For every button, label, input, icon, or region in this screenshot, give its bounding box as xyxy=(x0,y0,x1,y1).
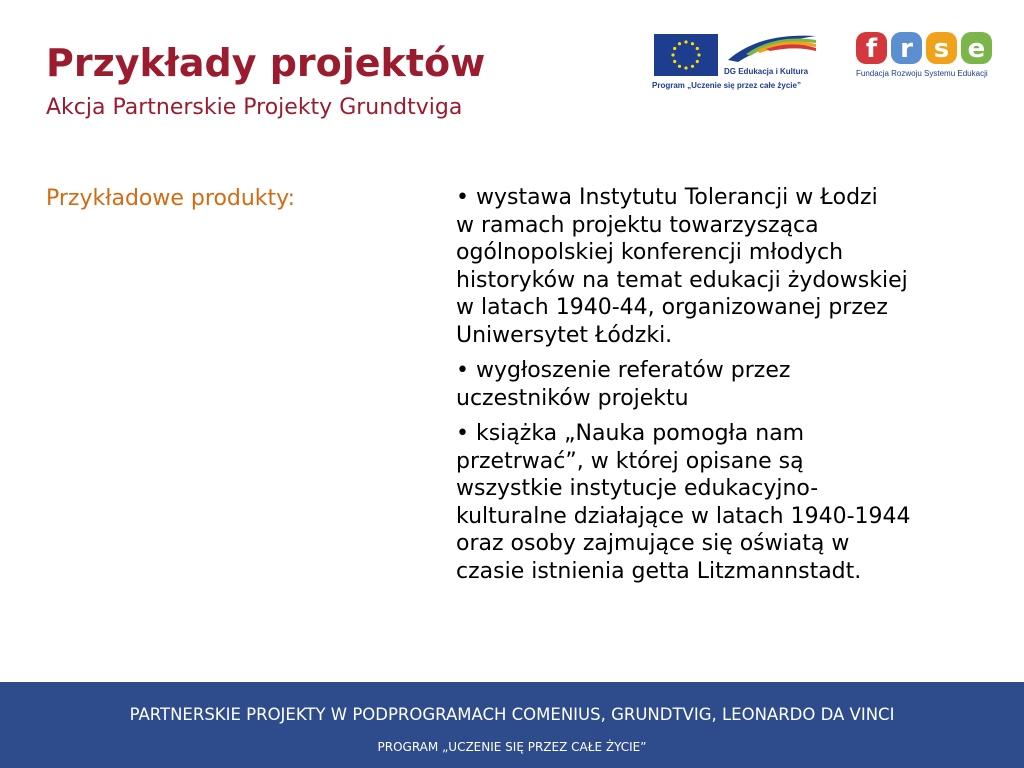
footer-bar xyxy=(0,682,1024,768)
programme-label: Program „Uczenie się przez całe życie” xyxy=(652,81,801,90)
footer-title: PARTNERSKIE PROJEKTY W PODPROGRAMACH COMENIUS, GRUNDTVIG, LEONARDO DA VINCI xyxy=(129,705,895,724)
slide-subtitle: Akcja Partnerskie Projekty Grundtviga xyxy=(46,95,463,120)
frse-letter-r: r xyxy=(900,34,913,64)
bullet-item: • wystawa Instytutu Tolerancji w Łodzi w ramach projektu towarzysząca ogólnopolskiej konferencji młodych historyków na temat edukacji żydowskiej w latach 1940-44, organizowanej przez Uniwersytet Łódzki. xyxy=(456,185,908,348)
frse-letter-s: s xyxy=(933,34,950,64)
dg-label: DG Edukacja i Kultura xyxy=(724,67,809,76)
logo-bar xyxy=(654,30,994,100)
dg-swoosh-icon xyxy=(726,30,818,64)
bullet-item: • książka „Nauka pomogła nam przetrwać”, w której opisane są wszystkie instytucje edukacyjno- kulturalne działające w latach 1940-1944 oraz osoby zajmujące się oświatą w czasie istnienia getta Litzmannstadt. xyxy=(456,421,911,584)
bullet-list xyxy=(456,184,1016,593)
eu-flag-icon xyxy=(654,34,718,76)
slide-title: Przykłady projektów xyxy=(46,41,486,85)
frse-letter-e: e xyxy=(967,34,986,64)
bullet-item: • wygłoszenie referatów przez uczestników projektu xyxy=(456,358,791,411)
frse-label: Fundacja Rozwoju Systemu Edukacji xyxy=(856,69,988,78)
frse-letter-f: f xyxy=(865,34,878,64)
section-label: Przykładowe produkty: xyxy=(46,186,296,211)
footer-subtitle: PROGRAM „UCZENIE SIĘ PRZEZ CAŁE ŻYCIE” xyxy=(377,740,647,754)
frse-logo-icon xyxy=(856,30,994,66)
